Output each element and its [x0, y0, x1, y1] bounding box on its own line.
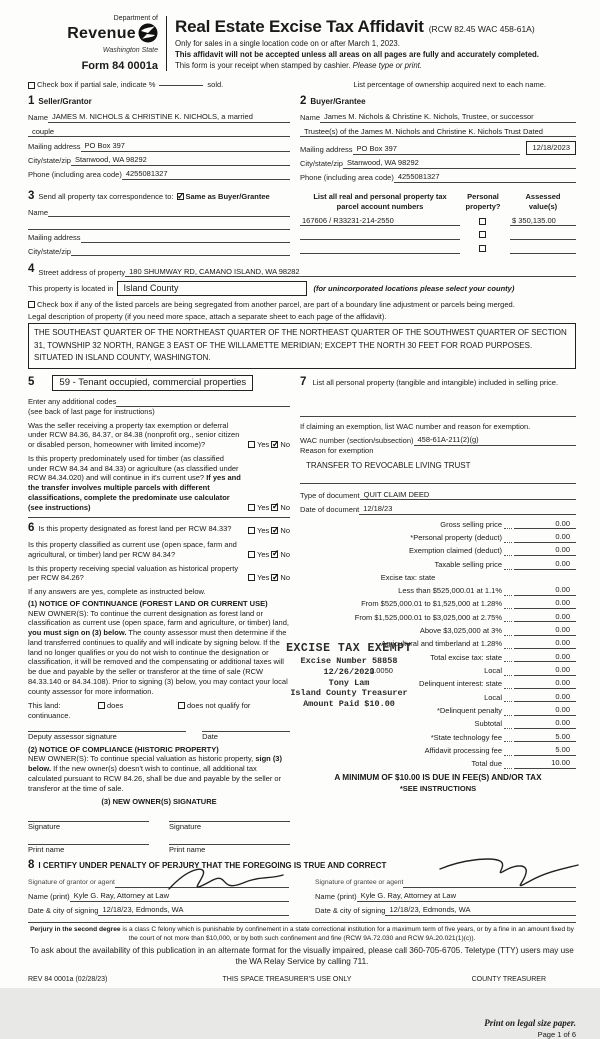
- parcel-row: [300, 230, 576, 240]
- tax-label: From $525,000.01 to $1,525,000 at 1.28%: [361, 599, 502, 609]
- doc-date-label: Date of document: [300, 504, 360, 514]
- forest-yes-checkbox[interactable]: [248, 527, 255, 534]
- grantor-name-label: Name (print): [28, 892, 70, 902]
- forest-no-checkbox[interactable]: [271, 527, 278, 534]
- n2-text-1: NEW OWNER(S): To continue special valuation as historic property,: [28, 754, 256, 764]
- corr-name-label: Name: [28, 207, 49, 217]
- forest-land-text: Is this property designated as forest land per RCW 84.33?: [38, 524, 232, 534]
- exemption-yes-checkbox[interactable]: [248, 441, 255, 448]
- exemption-deferral-text: Was the seller receiving a property tax exemption or deferral under RCW 84.36, 84.37, or 84.38 (nonprofit org., senior citizen or disabled person, homeowner with limited income)?: [28, 420, 240, 449]
- header-note-1: Only for sales in a single location code on or after March 1, 2023.: [175, 39, 400, 49]
- seller-city-label: City/state/zip: [28, 156, 71, 166]
- timber-question-bold: If yes and the transfer involves multiple parcels with different classifications, complete the predominate use calculator (see instructions): [28, 473, 241, 512]
- county-note: (for unincorporated locations please select your county): [313, 283, 515, 293]
- section-3-correspondence: [28, 189, 300, 256]
- section-7: [300, 375, 576, 390]
- header-note-3-italic: Please type or print.: [352, 61, 423, 71]
- tax-label: Exemption claimed (deduct): [409, 546, 502, 556]
- grantee-sig-label: Signature of grantee or agent: [315, 878, 404, 886]
- tax-value[interactable]: 0.00: [514, 652, 576, 663]
- stamp-treasurer-name: Tony Lam: [328, 677, 370, 688]
- current-use-yes-checkbox[interactable]: [248, 551, 255, 558]
- grantee-signature-field[interactable]: [403, 879, 576, 888]
- yes-label: Yes: [257, 502, 270, 512]
- exemption-deferral-question: [28, 421, 290, 450]
- stamp-amount-paid: Amount Paid $10.00: [303, 698, 395, 709]
- county-select[interactable]: Island County: [117, 281, 307, 297]
- grantor-signature-block: [28, 875, 289, 917]
- seller-name-field-2[interactable]: couple: [28, 127, 290, 138]
- seller-phone-label: Phone (including area code): [28, 170, 122, 180]
- buyer-name-label: Name: [300, 113, 321, 123]
- same-as-buyer-checkbox[interactable]: [177, 193, 184, 200]
- located-in-label: This property is located in: [28, 283, 114, 293]
- yes-label: Yes: [257, 573, 270, 583]
- signature-label: Signature: [169, 822, 202, 832]
- tax-value[interactable]: 0.00: [514, 532, 576, 543]
- does-checkbox[interactable]: [98, 702, 105, 709]
- reason-exemption-field-2[interactable]: [300, 472, 576, 484]
- see-back-note: (see back of last page for instructions): [28, 406, 155, 416]
- yes-label: Yes: [257, 440, 270, 449]
- footer-row: [28, 975, 576, 984]
- reason-exemption-field[interactable]: TRANSFER TO REVOCABLE LIVING TRUST: [306, 461, 471, 471]
- partial-sale-checkbox[interactable]: [28, 82, 35, 89]
- historical-question: [28, 564, 290, 584]
- does-not-checkbox[interactable]: [178, 702, 185, 709]
- forest-land-question: [28, 521, 290, 536]
- corr-name-field-2[interactable]: [28, 221, 290, 230]
- section-1-number: 1: [28, 94, 35, 107]
- print-name-label: Print name: [28, 844, 65, 854]
- footer-divider: [28, 922, 576, 923]
- section-3-heading: Send all property tax correspondence to:: [38, 191, 174, 201]
- wac-number-field[interactable]: 458-61A-211(2)(g): [414, 435, 576, 446]
- logo-revenue-text: Revenue: [67, 25, 136, 43]
- new-owner-signature-title: (3) NEW OWNER(S) SIGNATURE: [101, 797, 217, 807]
- dor-logo: [28, 14, 166, 73]
- grantee-name-field[interactable]: Kyle G. Ray, Attorney at Law: [357, 891, 576, 902]
- section-4-property: [28, 262, 576, 368]
- street-address-field[interactable]: 180 SHUMWAY RD, CAMANO ISLAND, WA 98282: [125, 267, 576, 278]
- parcel-col3-header-2: value(s): [528, 201, 558, 211]
- exemption-no-checkbox[interactable]: [271, 441, 278, 448]
- exemption-note: If claiming an exemption, list WAC number and reason for exemption.: [300, 421, 531, 431]
- tax-label: Affidavit processing fee: [424, 745, 502, 755]
- no-label: No: [280, 440, 290, 449]
- segregated-checkbox[interactable]: [28, 301, 35, 308]
- tax-label: *State technology fee: [430, 732, 502, 742]
- corr-city-field[interactable]: [71, 247, 290, 256]
- tax-value[interactable]: 0.00: [514, 692, 576, 703]
- segregated-label: Check box if any of the listed parcels are being segregated from another parcel, are part of a boundary line adjustment or parcels being merged.: [37, 299, 515, 309]
- grantor-name-field[interactable]: Kyle G. Ray, Attorney at Law: [70, 891, 289, 902]
- title-rcw-ref: (RCW 82.45 WAC 458-61A): [428, 24, 535, 34]
- perjury-bold: Perjury in the second degree: [30, 926, 121, 934]
- buyer-city-field[interactable]: Stanwood, WA 98292: [343, 158, 576, 169]
- ownership-percentage-note: List percentage of ownership acquired next to each name.: [353, 80, 546, 90]
- reason-exemption-label: Reason for exemption: [300, 445, 374, 455]
- section-8-certification: [28, 858, 576, 916]
- section-3-number: 3: [28, 190, 35, 203]
- continuance-label: continuance.: [28, 711, 71, 721]
- tax-value[interactable]: 0.00: [514, 678, 576, 689]
- grantor-sig-label: Signature of grantor or agent: [28, 878, 115, 886]
- tax-label: Taxable selling price: [434, 559, 502, 569]
- personal-property-checkbox[interactable]: [479, 245, 486, 252]
- section-5: [28, 375, 290, 391]
- tax-label: Total due: [471, 759, 502, 769]
- parcel-col3-header: Assessed: [525, 192, 561, 202]
- tax-value[interactable]: 0.00: [514, 585, 576, 596]
- current-use-text: Is this property classified as current use (open space, farm and agricultural, or timber) land per RCW 84.34?: [28, 540, 237, 559]
- tax-value[interactable]: 10.00: [514, 758, 576, 769]
- see-instructions-note: *SEE INSTRUCTIONS: [399, 783, 477, 793]
- land-use-code-select[interactable]: 59 - Tenant occupied, commercial properties: [52, 375, 253, 391]
- section-7-heading: List all personal property (tangible and intangible) included in selling price.: [312, 377, 559, 387]
- corr-city-label: City/state/zip: [28, 246, 71, 256]
- treasurer-use-only: THIS SPACE TREASURER'S USE ONLY: [222, 975, 352, 983]
- tax-label: Total excise tax: state: [430, 652, 502, 662]
- no-label: No: [280, 526, 290, 536]
- buyer-phone-field[interactable]: 4255081327: [394, 172, 576, 183]
- no-label: No: [280, 502, 290, 512]
- corr-name-field[interactable]: [48, 208, 290, 217]
- personal-property-checkbox[interactable]: [479, 218, 486, 225]
- section-8-number: 8: [28, 858, 35, 871]
- local-rate-value: 0.0050: [370, 665, 393, 675]
- tax-label: Less than $525,000.01 at 1.1%: [398, 585, 502, 595]
- seller-name-label: Name: [28, 113, 49, 123]
- seller-name-field[interactable]: JAMES M. NICHOLS & CHRISTINE K. NICHOLS, a married: [48, 112, 290, 123]
- parcel-col1-header: List all real and personal property tax: [313, 192, 447, 202]
- stamp-excise-number: Excise Number 58858: [300, 656, 398, 667]
- certify-statement: I CERTIFY UNDER PENALTY OF PERJURY THAT THE FOREGOING IS TRUE AND CORRECT: [38, 860, 387, 870]
- historical-no-checkbox[interactable]: [271, 574, 278, 581]
- tax-value[interactable]: 0.00: [514, 638, 576, 649]
- legal-description-field[interactable]: THE SOUTHEAST QUARTER OF THE NORTHEAST QUARTER OF THE NORTHEAST QUARTER OF THE SOUTHWEST QUARTER OF SECTION 31, TOWNSHIP 32 NORTH, RANGE 3 EAST OF THE WILLAMETTE MERIDIAN; EXCEPT THE NORTH 30 FEET FOR ROAD PURPOSES. SITUATED IN ISLAND COUNTY, WASHINGTON.: [28, 323, 576, 368]
- trust-date-handwritten[interactable]: 12/18/2023: [526, 141, 576, 155]
- doc-type-field[interactable]: QUIT CLAIM DEED: [360, 490, 576, 501]
- same-as-buyer-label: Same as Buyer/Grantee: [185, 191, 270, 201]
- tty-notice: To ask about the availability of this publication in an alternate format for the visually impaired, please call 360-705-6705. Teletype (TTY) users may use the WA Relay Service by calling 711.: [30, 946, 574, 966]
- tax-label: Subtotal: [474, 719, 502, 729]
- parcel-col2-header-2: property?: [465, 201, 501, 211]
- stamp-exempt-line: EXCISE TAX EXEMPT: [286, 642, 412, 655]
- tax-label: Local: [484, 692, 502, 702]
- parcel-col2-header: Personal: [467, 192, 499, 202]
- minimum-due-note: A MINIMUM OF $10.00 IS DUE IN FEE(S) AND/OR TAX: [334, 773, 542, 783]
- wac-number-label: WAC number (section/subsection): [300, 435, 414, 445]
- print-name-label: Print name: [169, 844, 206, 854]
- parcel-number-field[interactable]: 167606 / R33231-214-2550: [300, 216, 460, 227]
- tax-value[interactable]: 0.00: [514, 612, 576, 623]
- street-address-label: Street address of property: [38, 267, 126, 277]
- n1-text-1: NEW OWNER(S): To continue the current designation as forest land or classification as current use (open space, farm and agriculture, or timber) land,: [28, 608, 289, 628]
- form-number: Form 84 0001a: [81, 59, 158, 72]
- parcel-number-field[interactable]: [300, 231, 460, 240]
- partial-sale-sold-label: sold.: [207, 80, 224, 90]
- notice-continuance-title: (1) NOTICE OF CONTINUANCE (FOREST LAND OR CURRENT USE): [28, 598, 268, 608]
- current-use-no-checkbox[interactable]: [271, 551, 278, 558]
- legal-description-label: Legal description of property (if you need more space, attach a separate sheet to each page of the affidavit).: [28, 311, 387, 321]
- corr-mailing-label: Mailing address: [28, 233, 81, 243]
- doc-type-label: Type of document: [300, 490, 360, 500]
- header-divider: [166, 16, 167, 71]
- tax-value[interactable]: 0.00: [514, 545, 576, 556]
- logo-state-text: Washington State: [102, 46, 158, 54]
- grantee-date-field[interactable]: 12/18/23, Edmonds, WA: [385, 905, 576, 916]
- page-number: Page 1 of 6: [537, 1029, 576, 1039]
- section-4-number: 4: [28, 263, 35, 276]
- assessed-value-field[interactable]: [510, 231, 576, 240]
- n2-bold: sign (3) below.: [28, 754, 282, 774]
- tax-label: *Personal property (deduct): [410, 533, 502, 543]
- legal-paper-note: Print on legal size paper.: [484, 1017, 576, 1028]
- historical-yes-checkbox[interactable]: [248, 574, 255, 581]
- section-2-number: 2: [300, 94, 307, 107]
- stamp-date: 12/26/2023: [323, 667, 375, 677]
- parcel-row: [300, 216, 576, 227]
- tax-value[interactable]: 0.00: [514, 705, 576, 716]
- tax-value[interactable]: 5.00: [514, 732, 576, 743]
- tax-label: Local: [484, 665, 502, 675]
- n1-bold: you must sign on (3) below.: [28, 628, 127, 638]
- page-title: Real Estate Excise Tax Affidavit: [175, 17, 424, 36]
- tax-value[interactable]: 0.00: [514, 718, 576, 729]
- doc-date-field[interactable]: 12/18/23: [359, 504, 576, 515]
- perjury-notice: [28, 926, 576, 943]
- grantee-name-label: Name (print): [315, 892, 357, 902]
- this-land-label: This land:: [28, 701, 61, 711]
- parcel-number-field[interactable]: [300, 245, 460, 254]
- buyer-name-field[interactable]: James M. Nichols & Christine K. Nichols, Trustee, or successor: [320, 112, 576, 123]
- timber-no-checkbox[interactable]: [271, 504, 278, 511]
- grantee-date-label: Date & city of signing: [315, 906, 386, 916]
- tax-label: Gross selling price: [440, 519, 502, 529]
- historical-text: Is this property receiving special valuation as historical property per RCW 84.26?: [28, 563, 239, 583]
- n2-text-2: If the new owner(s) doesn't wish to continue, all additional tax calculated pursuant to RCW 84.26, shall be due and payable by the seller or transferor at the time of sale.: [28, 764, 282, 793]
- partial-sale-label: Check box if partial sale, indicate %: [37, 80, 156, 90]
- tax-label: *Delinquent penalty: [436, 705, 502, 715]
- yes-label: Yes: [257, 549, 270, 559]
- tax-label: From $1,525,000.01 to $3,025,000 at 2.75%: [354, 612, 502, 622]
- tax-label: Agricultural and timberland at 1.28%: [381, 639, 502, 649]
- perjury-rest: is a class C felony which is punishable by confinement in a state correctional institution for a maximum term of five years, or by a fine in an amount fixed by the court of not more than $10,000, or by both such confinement and fine (RCW 9A.72.030 and RCW 9A.20.021(1)(c)).: [120, 926, 574, 942]
- if-any-note: If any answers are yes, complete as instructed below.: [28, 587, 206, 597]
- deputy-signature-label: Deputy assessor signature: [28, 731, 117, 741]
- section-2-buyer: [300, 94, 576, 183]
- timber-yes-checkbox[interactable]: [248, 504, 255, 511]
- does-not-label: does not qualify for: [187, 701, 251, 711]
- seller-mailing-label: Mailing address: [28, 141, 81, 151]
- notice-compliance-title: (2) NOTICE OF COMPLIANCE (HISTORIC PROPERTY): [28, 744, 219, 754]
- partial-sale-percent-field[interactable]: [159, 85, 203, 86]
- no-label: No: [280, 549, 290, 559]
- parcel-table: [300, 189, 576, 256]
- no-label: No: [280, 573, 290, 583]
- grantor-date-field[interactable]: 12/18/23, Edmonds, WA: [98, 905, 289, 916]
- personal-property-checkbox[interactable]: [479, 231, 486, 238]
- seller-phone-field[interactable]: 4255081327: [122, 169, 290, 180]
- additional-codes-field[interactable]: [116, 398, 290, 407]
- header-note-3: This form is your receipt when stamped by cashier.: [175, 61, 353, 71]
- timber-question-text: Is this property predominately used for timber (as classified under RCW 84.34 and 84.33) or agriculture (as classified under RCW 84.34.020) and will continue in it's current use?: [28, 453, 239, 483]
- logo-dept-text: Department of: [113, 15, 158, 22]
- section-7-number: 7: [300, 375, 307, 388]
- seller-city-field[interactable]: Stanwood, WA 98292: [71, 155, 290, 166]
- county-treasurer-label: COUNTY TREASURER: [471, 975, 547, 983]
- section-1-heading: Seller/Grantor: [38, 96, 92, 106]
- rev-number: REV 84 0001a (02/28/23): [28, 975, 108, 983]
- tax-value[interactable]: 0.00: [514, 559, 576, 570]
- treasurer-stamp: [238, 642, 460, 710]
- buyer-mailing-field[interactable]: PO Box 397: [353, 144, 521, 155]
- current-use-question: [28, 540, 290, 560]
- tax-label: Delinquent interest: state: [419, 679, 502, 689]
- buyer-phone-label: Phone (including area code): [300, 173, 394, 183]
- timber-agriculture-question: [28, 454, 290, 513]
- section-6-divider: [28, 517, 290, 518]
- does-label: does: [107, 701, 124, 711]
- revenue-swirl-icon: [138, 23, 158, 46]
- tax-value[interactable]: 0.00: [514, 519, 576, 530]
- grantor-date-label: Date & city of signing: [28, 906, 99, 916]
- notice-compliance-body: [28, 754, 290, 793]
- stamp-treasurer-title: Island County Treasurer: [290, 688, 408, 699]
- signature-label: Signature: [28, 822, 61, 832]
- section-5-number: 5: [28, 376, 35, 389]
- yes-label: Yes: [257, 526, 270, 536]
- n1-text-2: The county assessor must then determine if the land transferred continues to qualify and will indicate by signing below. If the land no longer qualifies or you do not wish to continue the designation or classification, it will be removed and the compensating or additional taxes will be due and payable by the seller or transferor at the time of sale (RCW 84.33.140 or 84.34.108). Prior to signing (3) below, you may contact your local county assessor for more information.: [28, 628, 288, 696]
- seller-mailing-field[interactable]: PO Box 397: [81, 141, 290, 152]
- header-note-2: This affidavit will not be accepted unless all areas on all pages are fully and accurately completed.: [175, 50, 539, 60]
- deputy-date-label: Date: [202, 731, 218, 741]
- corr-mailing-field[interactable]: [81, 234, 290, 243]
- tax-value[interactable]: 0.00: [514, 625, 576, 636]
- assessed-value-field[interactable]: $ 350,135.00: [510, 216, 576, 227]
- assessed-value-field[interactable]: [510, 245, 576, 254]
- parcel-col1-header-2: parcel account numbers: [336, 201, 424, 211]
- parcel-row: [300, 244, 576, 254]
- tax-value[interactable]: 5.00: [514, 745, 576, 756]
- buyer-mailing-label: Mailing address: [300, 144, 353, 154]
- personal-property-list-field[interactable]: [300, 416, 576, 417]
- additional-codes-label: Enter any additional codes: [28, 397, 117, 406]
- tax-value[interactable]: 0.00: [514, 598, 576, 609]
- buyer-name-field-2[interactable]: Trustee(s) of the James M. Nichols and Christine K. Nichols Trust Dated: [300, 127, 576, 138]
- section-1-seller: [28, 94, 300, 183]
- buyer-city-label: City/state/zip: [300, 159, 343, 169]
- tax-label: Above $3,025,000 at 3%: [419, 625, 502, 635]
- grantor-signature-field[interactable]: [115, 879, 289, 888]
- section-6-number: 6: [28, 522, 35, 535]
- section-2-heading: Buyer/Grantee: [310, 96, 366, 106]
- grantee-signature-block: [315, 875, 576, 917]
- excise-tax-state-header: Excise tax: state: [380, 572, 436, 582]
- tax-value[interactable]: 0.00: [514, 665, 576, 676]
- header: [28, 14, 576, 73]
